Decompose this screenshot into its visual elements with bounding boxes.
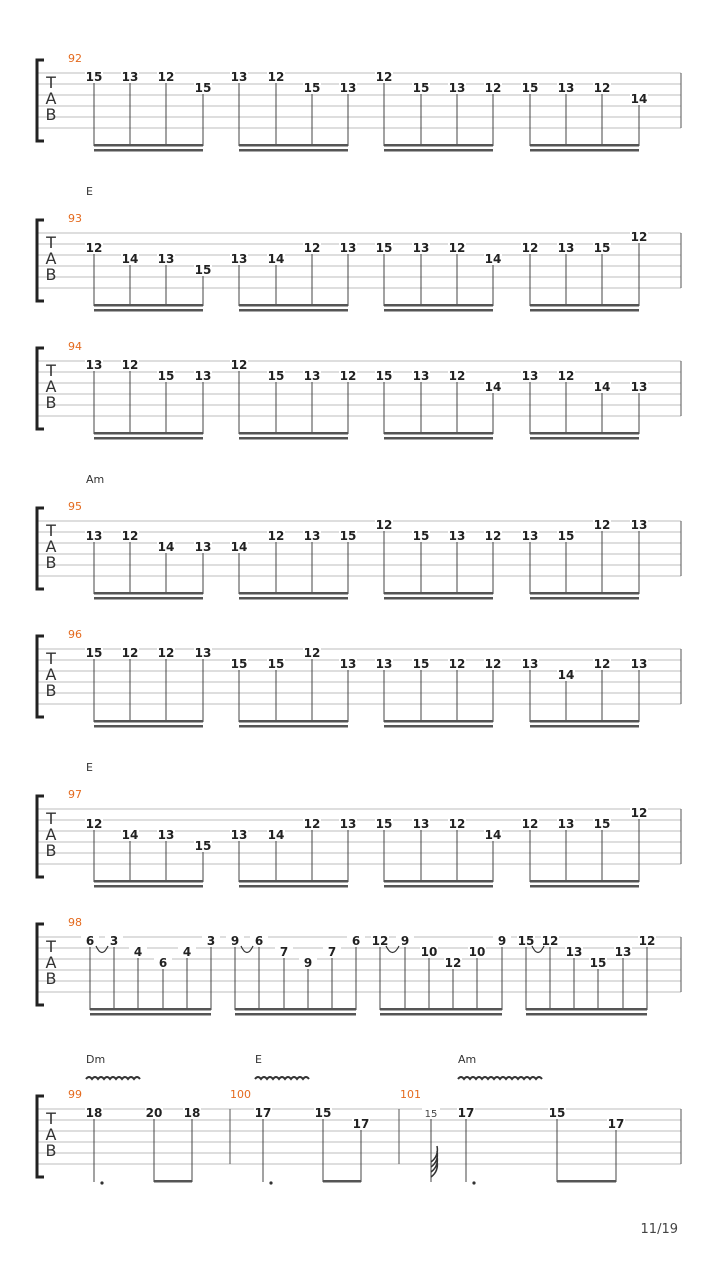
beam	[94, 432, 203, 435]
fret-number: 14	[593, 380, 611, 394]
fret-number: 15	[375, 369, 393, 383]
tab-clef-letter: T	[46, 1109, 56, 1128]
beam	[530, 725, 639, 728]
chord-name: Dm	[86, 1053, 106, 1066]
beam	[384, 597, 493, 600]
tab-system	[37, 340, 681, 440]
fret-number: 14	[630, 92, 648, 106]
system-bracket	[37, 60, 44, 141]
beam	[384, 720, 493, 723]
measure-number: 96	[68, 628, 82, 641]
fret-number: 15	[412, 657, 430, 671]
tab-clef-letter: T	[46, 809, 56, 828]
fret-number: 13	[412, 817, 430, 831]
beam	[526, 1013, 647, 1016]
fret-number: 15	[303, 81, 321, 95]
fret-number: 13	[614, 945, 632, 959]
fret-number: 15	[194, 839, 212, 853]
fret-number: 12	[303, 817, 321, 831]
fret-number: 18	[183, 1106, 201, 1120]
fret-number: 7	[279, 945, 289, 959]
beam	[239, 720, 348, 723]
fret-number: 12	[85, 241, 103, 255]
beam	[94, 885, 203, 888]
fret-number: 13	[303, 529, 321, 543]
beam	[530, 304, 639, 307]
tab-clef-letter: A	[45, 953, 57, 972]
system-bracket	[37, 1096, 44, 1177]
fret-number: 15	[521, 81, 539, 95]
tab-clef-letter: A	[45, 89, 57, 108]
fret-number: 13	[521, 369, 539, 383]
beam	[239, 144, 348, 147]
fret-number: 10	[420, 945, 438, 959]
page-number: 11/19	[640, 1222, 678, 1237]
fret-number: 13	[448, 81, 466, 95]
vibrato-mark	[458, 1077, 542, 1079]
beam	[90, 1013, 211, 1016]
fret-number: 15	[548, 1106, 566, 1120]
beam	[530, 720, 639, 723]
fret-number: 4	[182, 945, 192, 959]
tab-clef-letter: T	[46, 937, 56, 956]
fret-number: 13	[521, 657, 539, 671]
beam	[384, 149, 493, 152]
fret-number: 20	[145, 1106, 163, 1120]
chord-name: E	[86, 761, 93, 774]
beam	[94, 144, 203, 147]
fret-number: 12	[85, 817, 103, 831]
chord-name: E	[255, 1053, 262, 1066]
fret-number: 13	[303, 369, 321, 383]
tab-clef-letter: T	[46, 233, 56, 252]
beam	[235, 1013, 356, 1016]
beam	[94, 149, 203, 152]
fret-number: 7	[327, 945, 337, 959]
fret-number: 15	[157, 369, 175, 383]
system-bracket	[37, 220, 44, 301]
fret-number: 15	[412, 529, 430, 543]
beam	[384, 725, 493, 728]
beam	[239, 597, 348, 600]
beam	[239, 592, 348, 595]
fret-number: 15	[517, 934, 535, 948]
fret-number: 12	[157, 646, 175, 660]
beam	[384, 432, 493, 435]
tab-clef-letter: B	[45, 841, 57, 860]
fret-number: 15	[85, 646, 103, 660]
fret-number: 12	[484, 81, 502, 95]
fret-number: 14	[121, 252, 139, 266]
beam	[530, 309, 639, 312]
fret-number: 18	[85, 1106, 103, 1120]
fret-number: 9	[230, 934, 240, 948]
fret-number: 12	[593, 81, 611, 95]
measure-number: 99	[68, 1088, 82, 1101]
fret-number: 13	[157, 252, 175, 266]
tab-clef-letter: T	[46, 73, 56, 92]
slur	[96, 946, 108, 953]
beam	[239, 432, 348, 435]
fret-number: 9	[400, 934, 410, 948]
tab-clef-letter: B	[45, 553, 57, 572]
tab-clef-letter: B	[45, 681, 57, 700]
fret-number: 9	[303, 956, 313, 970]
fret-number: 13	[339, 657, 357, 671]
beam	[530, 437, 639, 440]
system-bracket	[37, 508, 44, 589]
fret-number: 12	[521, 817, 539, 831]
fret-number: 12	[557, 369, 575, 383]
fret-number: 14	[267, 252, 285, 266]
fret-number: 13	[339, 81, 357, 95]
beam	[239, 304, 348, 307]
beam	[384, 592, 493, 595]
fret-number: 17	[607, 1117, 625, 1131]
fret-number: 13	[339, 241, 357, 255]
fret-number: 6	[254, 934, 264, 948]
fret-number: 10	[468, 945, 486, 959]
fret-number: 15	[339, 529, 357, 543]
grace-flag	[431, 1146, 437, 1177]
beam	[380, 1008, 502, 1011]
fret-number: 12	[267, 70, 285, 84]
fret-number: 12	[267, 529, 285, 543]
fret-number: 12	[448, 369, 466, 383]
fret-number: 15	[314, 1106, 332, 1120]
fret-number: 13	[121, 70, 139, 84]
fret-number: 9	[497, 934, 507, 948]
beam	[239, 880, 348, 883]
fret-number: 13	[375, 657, 393, 671]
fret-number: 14	[267, 828, 285, 842]
fret-number: 13	[412, 241, 430, 255]
fret-number: 13	[157, 828, 175, 842]
beam	[323, 1180, 361, 1183]
fret-number: 13	[230, 828, 248, 842]
beam	[530, 597, 639, 600]
tab-clef-letter: B	[45, 969, 57, 988]
tab-system	[37, 761, 681, 888]
beam	[94, 880, 203, 883]
fret-number: 13	[85, 529, 103, 543]
dot	[100, 1181, 103, 1184]
measure-number: 101	[400, 1088, 421, 1101]
fret-number: 12	[448, 657, 466, 671]
beam	[530, 149, 639, 152]
fret-number: 13	[339, 817, 357, 831]
fret-number: 12	[593, 657, 611, 671]
measure-number: 92	[68, 52, 82, 65]
chord-name: E	[86, 185, 93, 198]
fret-number: 15	[194, 263, 212, 277]
beam	[557, 1180, 616, 1183]
fret-number: 12	[521, 241, 539, 255]
fret-number: 15	[593, 817, 611, 831]
beam	[90, 1008, 211, 1011]
fret-number: 12	[121, 646, 139, 660]
tab-clef-letter: A	[45, 665, 57, 684]
beam	[530, 144, 639, 147]
fret-number: 3	[109, 934, 119, 948]
fret-number: 12	[121, 358, 139, 372]
fret-number: 13	[194, 540, 212, 554]
fret-number: 12	[303, 241, 321, 255]
beam	[94, 304, 203, 307]
fret-number: 12	[121, 529, 139, 543]
fret-number: 12	[484, 529, 502, 543]
tab-system	[37, 473, 681, 600]
tab-clef-letter: T	[46, 521, 56, 540]
fret-number: 12	[448, 817, 466, 831]
beam	[154, 1180, 192, 1183]
fret-number: 13	[230, 252, 248, 266]
chord-name: Am	[86, 473, 105, 486]
fret-number: 14	[557, 668, 575, 682]
beam	[239, 885, 348, 888]
measure-number: 100	[230, 1088, 251, 1101]
beam	[94, 309, 203, 312]
fret-number: 6	[351, 934, 361, 948]
beam	[384, 880, 493, 883]
tab-system	[37, 52, 681, 152]
fret-number: 12	[339, 369, 357, 383]
measure-number: 94	[68, 340, 82, 353]
fret-number: 12	[484, 657, 502, 671]
fret-number: 17	[254, 1106, 272, 1120]
beam	[530, 885, 639, 888]
measure-number: 97	[68, 788, 82, 801]
fret-number: 15	[412, 81, 430, 95]
fret-number: 3	[206, 934, 216, 948]
tab-clef-letter: B	[45, 393, 57, 412]
tab-system	[37, 1053, 681, 1185]
beam	[239, 149, 348, 152]
measure-number: 93	[68, 212, 82, 225]
fret-number: 15	[375, 241, 393, 255]
beam	[384, 437, 493, 440]
fret-number: 13	[521, 529, 539, 543]
beam	[530, 880, 639, 883]
fret-number: 13	[194, 369, 212, 383]
fret-number: 13	[557, 817, 575, 831]
fret-number: 14	[121, 828, 139, 842]
fret-number: 13	[194, 646, 212, 660]
beam	[526, 1008, 647, 1011]
system-bracket	[37, 796, 44, 877]
tab-clef-letter: A	[45, 377, 57, 396]
fret-number: 14	[157, 540, 175, 554]
beam	[384, 309, 493, 312]
beam	[380, 1013, 502, 1016]
beam	[94, 592, 203, 595]
fret-number: 17	[352, 1117, 370, 1131]
fret-number: 6	[158, 956, 168, 970]
fret-number: 12	[303, 646, 321, 660]
fret-number: 12	[630, 230, 648, 244]
fret-number: 12	[630, 806, 648, 820]
fret-number: 14	[484, 252, 502, 266]
tab-system	[37, 628, 681, 728]
fret-number: 12	[444, 956, 462, 970]
tab-clef-letter: A	[45, 537, 57, 556]
fret-number: 13	[557, 81, 575, 95]
fret-number: 13	[85, 358, 103, 372]
fret-number: 13	[412, 369, 430, 383]
tab-clef-letter: A	[45, 1125, 57, 1144]
fret-number: 15	[230, 657, 248, 671]
fret-number: 13	[630, 380, 648, 394]
system-bracket	[37, 924, 44, 1005]
fret-number: 15	[375, 817, 393, 831]
tab-clef-letter: T	[46, 361, 56, 380]
fret-number: 13	[448, 529, 466, 543]
fret-number: 13	[630, 518, 648, 532]
fret-number: 12	[448, 241, 466, 255]
fret-number: 13	[230, 70, 248, 84]
beam	[94, 720, 203, 723]
dot	[472, 1181, 475, 1184]
dot	[269, 1181, 272, 1184]
beam	[384, 304, 493, 307]
beam	[94, 597, 203, 600]
beam	[239, 309, 348, 312]
fret-number: 12	[593, 518, 611, 532]
vibrato-mark	[86, 1077, 140, 1079]
fret-number: 14	[484, 380, 502, 394]
tab-clef-letter: A	[45, 825, 57, 844]
tab-system	[37, 185, 681, 312]
fret-number: 13	[565, 945, 583, 959]
fret-number: 15	[267, 657, 285, 671]
fret-number: 12	[375, 70, 393, 84]
fret-number: 13	[557, 241, 575, 255]
beam	[239, 725, 348, 728]
fret-number: 12	[157, 70, 175, 84]
fret-number: 15	[557, 529, 575, 543]
beam	[94, 437, 203, 440]
fret-number: 15	[593, 241, 611, 255]
fret-number: 12	[541, 934, 559, 948]
fret-number: 15	[589, 956, 607, 970]
measure-number: 95	[68, 500, 82, 513]
beam	[530, 432, 639, 435]
system-bracket	[37, 636, 44, 717]
vibrato-mark	[255, 1077, 309, 1079]
fret-number: 15	[85, 70, 103, 84]
fret-number: 12	[375, 518, 393, 532]
fret-number: 4	[133, 945, 143, 959]
fret-number: 12	[371, 934, 389, 948]
fret-number: 17	[457, 1106, 475, 1120]
fret-number: 13	[630, 657, 648, 671]
tab-clef-letter: A	[45, 249, 57, 268]
fret-number: 15	[194, 81, 212, 95]
fret-number: 6	[85, 934, 95, 948]
measure-number: 98	[68, 916, 82, 929]
tab-clef-letter: B	[45, 1141, 57, 1160]
beam	[239, 437, 348, 440]
fret-number: 14	[484, 828, 502, 842]
fret-number: 15	[424, 1109, 438, 1120]
fret-number: 12	[638, 934, 656, 948]
beam	[235, 1008, 356, 1011]
fret-number: 14	[230, 540, 248, 554]
chord-name: Am	[458, 1053, 477, 1066]
beam	[94, 725, 203, 728]
tab-clef-letter: B	[45, 105, 57, 124]
tab-clef-letter: B	[45, 265, 57, 284]
system-bracket	[37, 348, 44, 429]
slur	[241, 946, 253, 953]
fret-number: 15	[267, 369, 285, 383]
beam	[384, 885, 493, 888]
beam	[530, 592, 639, 595]
fret-number: 12	[230, 358, 248, 372]
tab-system	[37, 916, 681, 1016]
tab-clef-letter: T	[46, 649, 56, 668]
beam	[384, 144, 493, 147]
